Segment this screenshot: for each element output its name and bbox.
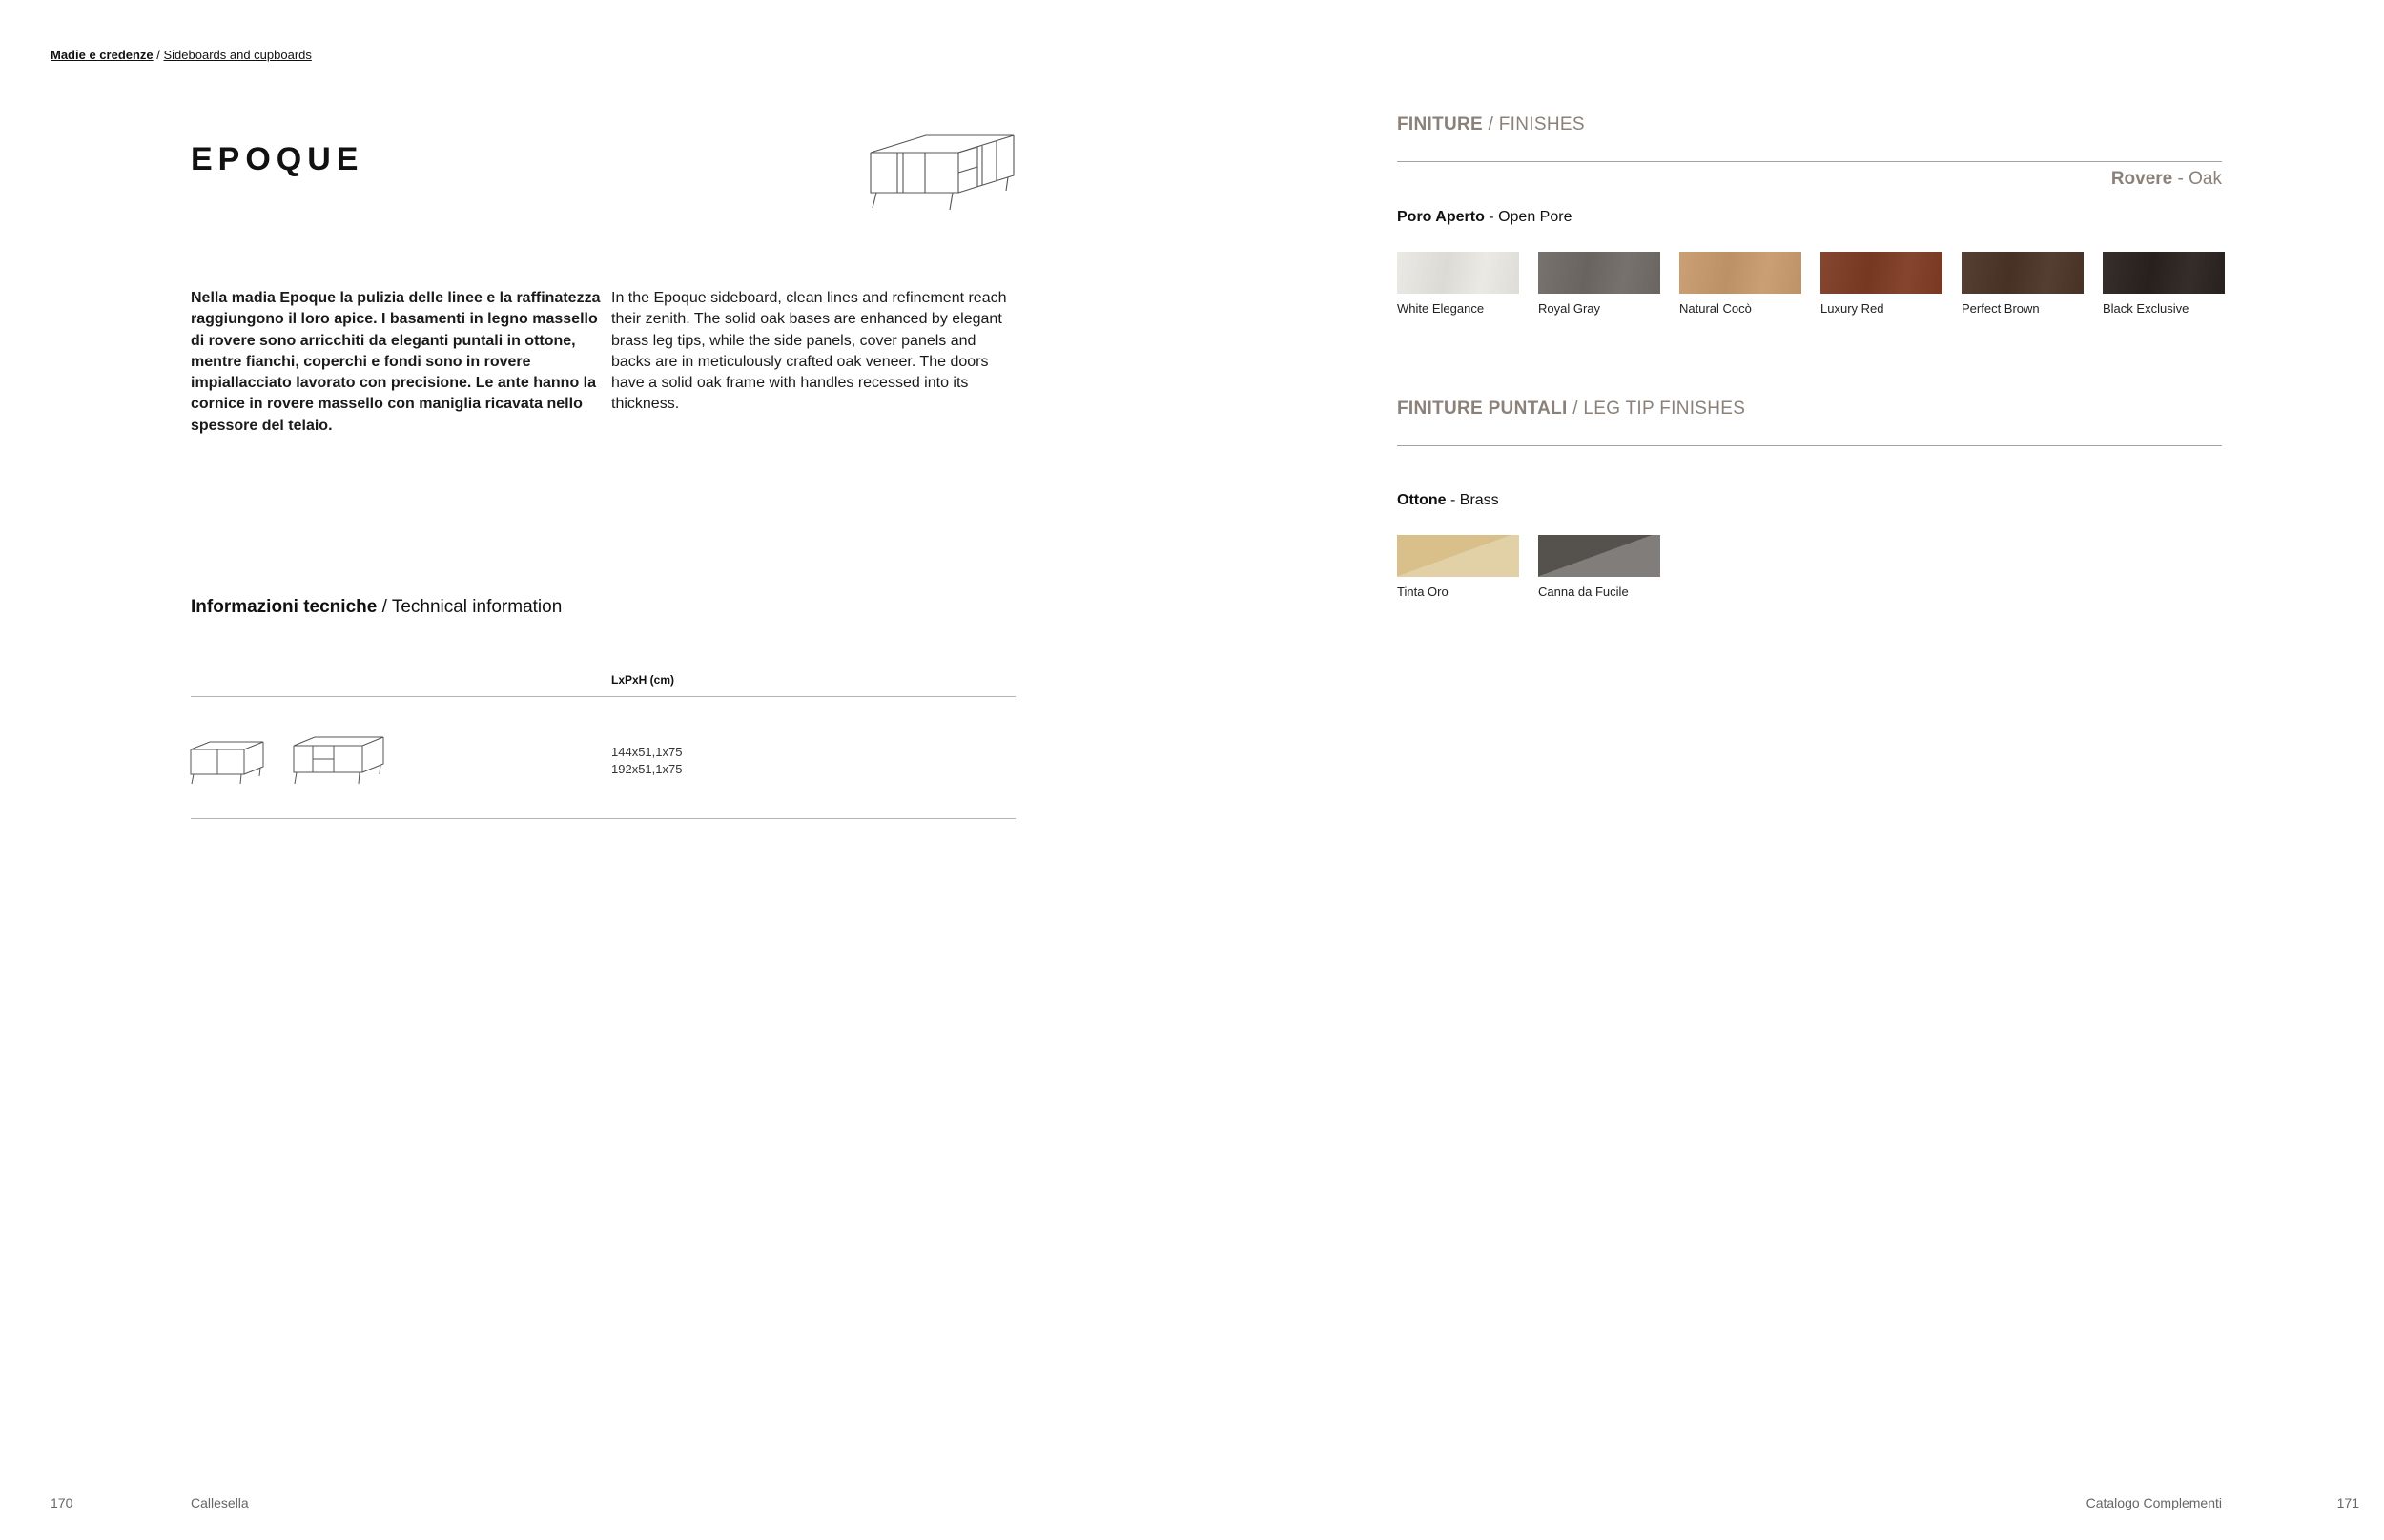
finish-group-it: Poro Aperto xyxy=(1397,209,1485,225)
sideboard-drawing xyxy=(863,128,1020,214)
swatch-label: Black Exclusive xyxy=(2103,301,2189,316)
technical-title-it: Informazioni tecniche xyxy=(191,597,378,617)
wood-type-label xyxy=(2111,169,2222,190)
swatch-natural-coco[interactable] xyxy=(1679,252,1801,316)
wood-type-en: Oak xyxy=(2189,169,2222,189)
swatch-label: Natural Cocò xyxy=(1679,301,1752,316)
swatch-label: Canna da Fucile xyxy=(1538,585,1629,599)
breadcrumb-subcategory-link[interactable]: Sideboards and cupboards xyxy=(163,48,312,62)
leg-tip-group-separator: - xyxy=(1446,492,1460,508)
dimensions-list xyxy=(611,744,682,778)
leg-tip-divider xyxy=(1397,445,2222,446)
swatch-label: White Elegance xyxy=(1397,301,1485,316)
finish-group-en: Open Pore xyxy=(1498,209,1572,225)
finishes-heading xyxy=(1397,114,1585,135)
leg-tip-group-label xyxy=(1397,492,1499,509)
swatch-label: Royal Gray xyxy=(1538,301,1601,316)
finish-group-label xyxy=(1397,209,1572,226)
finishes-divider xyxy=(1397,161,2222,162)
wood-type-separator: - xyxy=(2172,169,2189,189)
swatch-chip xyxy=(1538,252,1660,294)
swatch-perfect-brown[interactable] xyxy=(1962,252,2084,316)
leg-tip-group-it: Ottone xyxy=(1397,492,1447,508)
footer-catalog-name: Catalogo Complementi xyxy=(2086,1495,2222,1510)
product-title: EPOQUE xyxy=(191,141,364,177)
swatch-chip xyxy=(1538,535,1660,577)
leg-tip-finishes-heading xyxy=(1397,399,1745,420)
swatch-label: Tinta Oro xyxy=(1397,585,1449,599)
dimension-row: 192x51,1x75 xyxy=(611,762,683,776)
swatch-chip xyxy=(2103,252,2225,294)
leg-tip-group-en: Brass xyxy=(1459,492,1499,508)
technical-title-en: Technical information xyxy=(391,597,563,617)
leg-tip-heading-separator: / xyxy=(1567,399,1584,419)
breadcrumb-category-link[interactable]: Madie e credenze xyxy=(51,48,154,62)
swatch-canna-da-fucile[interactable] xyxy=(1538,535,1660,599)
swatch-chip xyxy=(1820,252,1942,294)
leg-tip-heading-en: LEG TIP FINISHES xyxy=(1583,399,1746,419)
footer-brand: Callesella xyxy=(191,1495,249,1510)
table-top-divider xyxy=(191,696,1016,697)
swatch-chip xyxy=(1397,252,1519,294)
swatch-label: Luxury Red xyxy=(1820,301,1884,316)
swatch-white-elegance[interactable] xyxy=(1397,252,1519,316)
swatch-chip xyxy=(1962,252,2084,294)
sideboard-large-drawing xyxy=(292,730,387,786)
page-number-right: 171 xyxy=(2336,1495,2359,1510)
page-number-left: 170 xyxy=(51,1495,73,1510)
finishes-heading-separator: / xyxy=(1483,114,1499,134)
swatch-luxury-red[interactable] xyxy=(1820,252,1942,316)
swatch-chip xyxy=(1679,252,1801,294)
technical-title-separator: / xyxy=(377,597,392,617)
swatch-black-exclusive[interactable] xyxy=(2103,252,2225,316)
description-italian: Nella madia Epoque la pulizia delle linee e la raffinatezza raggiungono il loro apice. I basamenti in legno massello di rovere sono arricchiti da eleganti puntali in ottone, mentre fianchi, coperchi e fondi sono in rovere impiallacciato lavorato con precisione. Le ante hanno la cornice in rovere massello con maniglia ricavata nello spessore del telaio. xyxy=(191,290,601,434)
swatch-royal-gray[interactable] xyxy=(1538,252,1660,316)
table-bottom-divider xyxy=(191,818,1016,819)
finish-group-separator: - xyxy=(1484,209,1499,225)
swatch-chip xyxy=(1397,535,1519,577)
wood-type-it: Rovere xyxy=(2110,169,2173,189)
swatch-tinta-oro[interactable] xyxy=(1397,535,1519,599)
dimension-row: 144x51,1x75 xyxy=(611,745,683,759)
breadcrumb xyxy=(51,48,312,62)
dimensions-column-header: LxPxH (cm) xyxy=(611,673,675,687)
wood-swatches xyxy=(1397,252,2225,316)
finishes-heading-en: FINISHES xyxy=(1498,114,1585,134)
leg-tip-swatches xyxy=(1397,535,1660,599)
finishes-heading-it: FINITURE xyxy=(1397,114,1484,134)
swatch-label: Perfect Brown xyxy=(1962,301,2040,316)
description-english: In the Epoque sideboard, clean lines and refinement reach their zenith. The solid oak bases are enhanced by elegant brass leg tips, while the side panels, cover panels and backs are in meticulously crafted oak veneer. The doors have a solid oak frame with handles recessed into its thickness. xyxy=(611,290,1007,413)
sideboard-small-drawing xyxy=(189,736,267,786)
technical-info-title xyxy=(191,597,562,618)
leg-tip-heading-it: FINITURE PUNTALI xyxy=(1397,399,1568,419)
breadcrumb-separator: / xyxy=(153,48,164,62)
